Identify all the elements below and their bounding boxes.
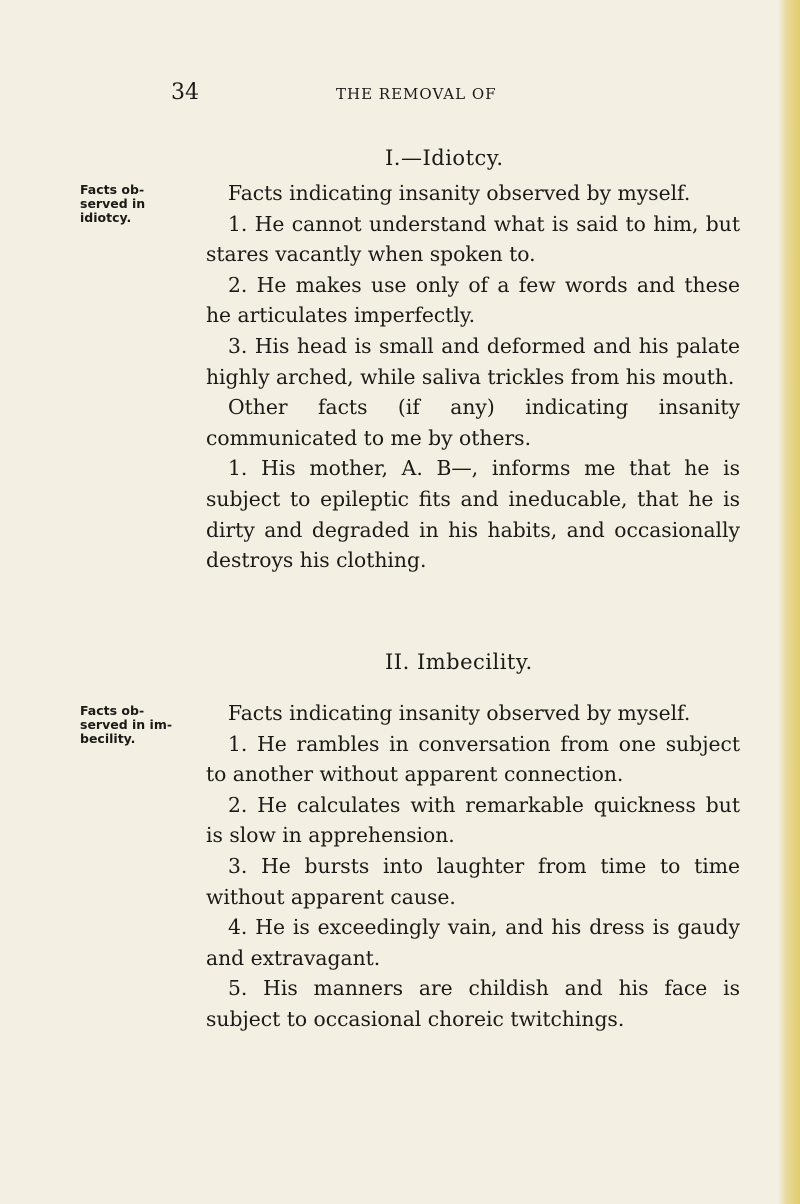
paragraph: 1. He rambles in conversation from one subject to another without apparent connection. — [206, 731, 740, 787]
paragraph: 3. He bursts into laughter from time to time without apparent cause. — [206, 853, 740, 909]
paragraph: 2. He makes use only of a few words and these he articulates imperfectly. — [206, 272, 740, 328]
marginal-note-line: served in im- — [80, 717, 173, 732]
paragraph: 1. His mother, A. B—, informs me that he is subject to epileptic fits and ineducable, that he is dirty and degraded in his habits, and occasionally destroys his clothing. — [206, 456, 740, 573]
marginal-note-idiotcy — [80, 183, 190, 225]
paragraph: 4. He is exceedingly vain, and his dress is gaudy and extravagant. — [206, 915, 740, 970]
marginal-note-line: idiotcy. — [80, 210, 132, 225]
marginal-note-imbecility — [80, 704, 190, 746]
running-title: THE REMOVAL OF — [336, 85, 497, 103]
paragraph: 2. He calculates with remarkable quickness but is slow in apprehension. — [206, 792, 740, 848]
paragraph: 5. His manners are childish and his face is subject to occasional choreic twitchings. — [206, 976, 740, 1031]
paragraph: Facts indicating insanity observed by myself. — [228, 701, 691, 725]
marginal-note-line: Facts ob- — [80, 703, 145, 718]
running-head — [0, 78, 800, 108]
page-number: 34 — [171, 80, 199, 105]
paragraph: Other facts (if any) indicating insanity communicated to me by others. — [206, 395, 740, 450]
paragraph: 3. His head is small and deformed and his palate highly arched, while saliva trickles from his mouth. — [206, 333, 740, 389]
section-body-imbecility — [206, 698, 740, 1035]
section-heading-idiotcy: I.—Idiotcy. — [385, 146, 504, 170]
marginal-note-line: served in — [80, 196, 146, 211]
marginal-note-line: Facts ob- — [80, 182, 145, 197]
section-body-idiotcy — [206, 178, 740, 576]
page-edge-discoloration — [778, 0, 800, 1204]
section-heading-imbecility: II. Imbecility. — [385, 650, 533, 674]
marginal-note-line: becility. — [80, 731, 136, 746]
paragraph: 1. He cannot understand what is said to him, but stares vacantly when spoken to. — [206, 211, 740, 267]
paragraph: Facts indicating insanity observed by myself. — [228, 181, 691, 205]
